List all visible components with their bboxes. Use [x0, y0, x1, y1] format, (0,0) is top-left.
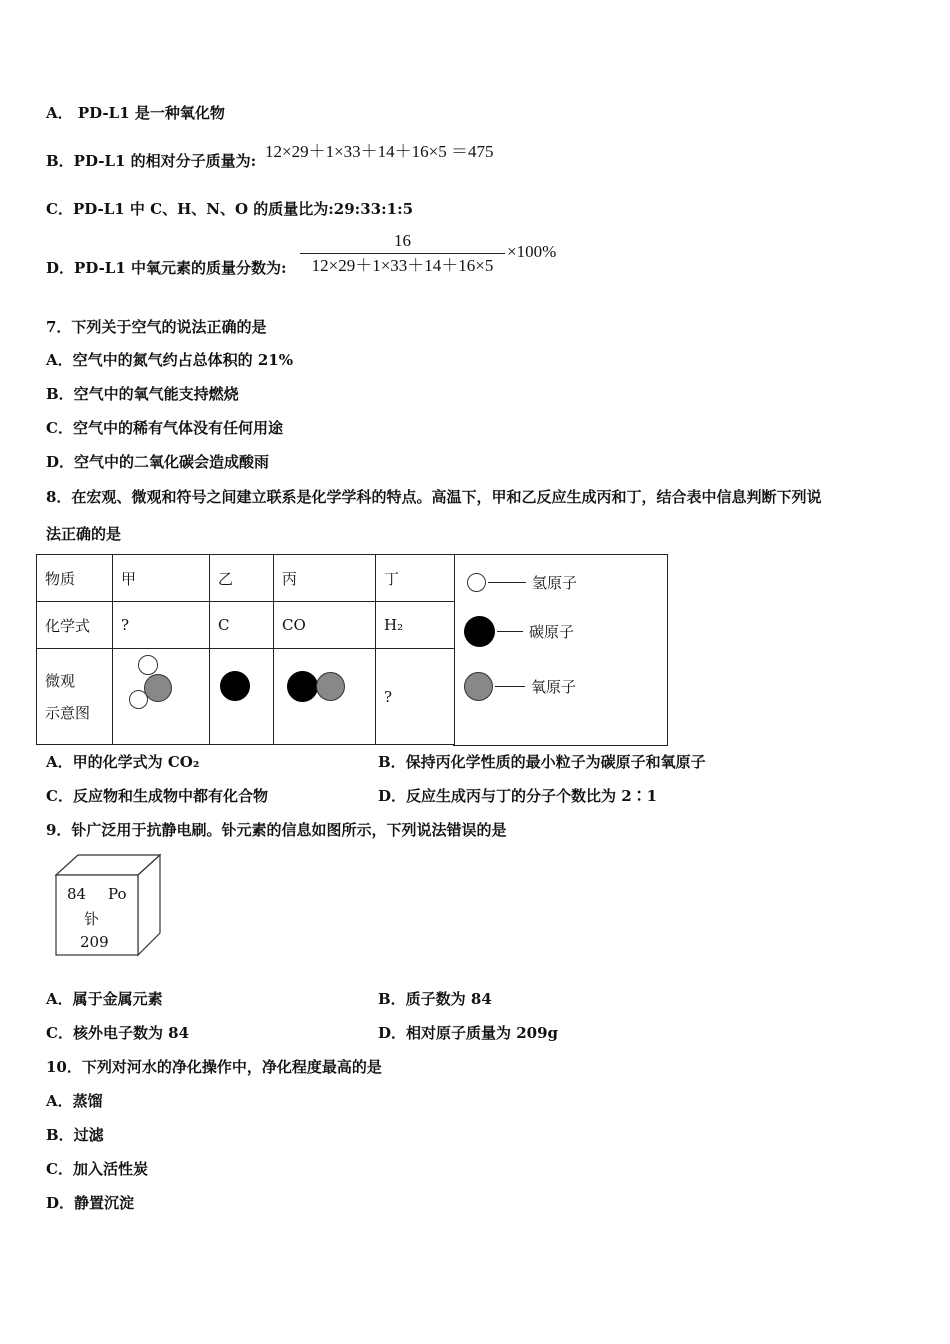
- legend-line: [495, 686, 525, 687]
- element-number: 84: [67, 885, 87, 903]
- oxygen-atom: [144, 674, 172, 702]
- hydrogen-atom: [138, 655, 158, 675]
- element-card: [54, 853, 164, 958]
- table-row-substance: [37, 555, 455, 602]
- q8-stem-line1: 8．在宏观、微观和符号之间建立联系是化学学科的特点。高温下，甲和乙反应生成丙和丁，结合表中信息判断下列说: [46, 488, 822, 506]
- fraction-denominator: 12×29＋1×33＋14＋16×5: [311, 256, 494, 275]
- legend-oxygen: [464, 674, 576, 698]
- cell-micro-ding: ?: [376, 649, 455, 745]
- carbon-atom-icon: [464, 616, 495, 647]
- q9-stem: 9．钋广泛用于抗静电刷。钋元素的信息如图所示，下列说法错误的是: [46, 821, 507, 839]
- q10-option-b: B．过滤: [46, 1126, 104, 1144]
- element-name: 钋: [84, 910, 100, 928]
- row-header-formula: 化学式: [37, 602, 113, 649]
- q7-option-a: A．空气中的氮气约占总体积的 21%: [46, 351, 293, 369]
- q10-option-d: D．静置沉淀: [46, 1194, 135, 1212]
- cell-substance-jia: 甲: [113, 555, 210, 602]
- carbon-atom: [287, 671, 318, 702]
- q6-option-b-expression: 12×29＋1×33＋14＋16×5 ＝475: [265, 142, 494, 161]
- carbon-atom: [220, 671, 250, 701]
- q6-option-c: C．PD-L1 中 C、H、N、O 的质量比为:29:33:1:5: [46, 200, 414, 218]
- oxygen-atom: [316, 672, 345, 701]
- q9-option-b: B．质子数为 84: [378, 990, 492, 1008]
- q7-stem: 7．下列关于空气的说法正确的是: [46, 318, 267, 336]
- q6-option-d: D．PD-L1 中氧元素的质量分数为:: [46, 259, 287, 277]
- row-header-substance: 物质: [37, 555, 113, 602]
- legend-hydrogen-label: 氢原子: [532, 573, 578, 592]
- oxygen-atom-icon: [464, 672, 493, 701]
- q6-option-b: [46, 150, 256, 171]
- hydrogen-atom-icon: [467, 573, 486, 592]
- element-mass: 209: [80, 933, 109, 951]
- cell-substance-ding: 丁: [376, 555, 455, 602]
- q9-option-d: D．相对原子质量为 209g: [378, 1024, 559, 1042]
- q8-option-c: C．反应物和生成物中都有化合物: [46, 787, 268, 805]
- legend-line: [488, 582, 526, 583]
- legend-hydrogen: [467, 570, 577, 594]
- legend-line: [497, 631, 523, 632]
- cell-substance-bing: 丙: [274, 555, 376, 602]
- q6-option-a: A． PD-L1 是一种氧化物: [46, 104, 225, 122]
- element-card-frame: [54, 853, 164, 958]
- legend-carbon-label: 碳原子: [529, 622, 575, 641]
- fraction-numerator: 16: [394, 231, 411, 250]
- cell-formula-ding: H₂: [376, 602, 455, 649]
- row-header-micro-line2: 示意图: [45, 703, 91, 722]
- q9-option-c: C．核外电子数为 84: [46, 1024, 190, 1042]
- q8-option-b: B．保持丙化学性质的最小粒子为碳原子和氧原子: [378, 753, 706, 771]
- q6-option-d-times: ×100%: [507, 242, 557, 261]
- row-header-micro: [37, 649, 113, 745]
- q7-option-d: D．空气中的二氧化碳会造成酸雨: [46, 453, 270, 471]
- cell-micro-yi: [210, 649, 274, 745]
- cell-micro-jia: [113, 649, 210, 745]
- row-header-micro-line1: 微观: [45, 671, 76, 690]
- q10-stem: 10．下列对河水的净化操作中，净化程度最高的是: [46, 1058, 382, 1076]
- q6-option-b-label: B．PD-L1 的相对分子质量为:: [46, 152, 257, 170]
- table-row-formula: [37, 602, 455, 649]
- fraction-bar: [300, 253, 505, 254]
- legend-oxygen-label: 氧原子: [531, 677, 577, 696]
- cell-formula-yi: C: [210, 602, 274, 649]
- cell-formula-jia: ?: [113, 602, 210, 649]
- hydrogen-atom: [129, 690, 148, 709]
- q9-option-a: A．属于金属元素: [46, 990, 163, 1008]
- q7-option-c: C．空气中的稀有气体没有任何用途: [46, 419, 283, 437]
- table-row-micro: [37, 649, 455, 745]
- q8-stem-line2: 法正确的是: [46, 525, 122, 543]
- cell-substance-yi: 乙: [210, 555, 274, 602]
- legend-carbon: [464, 619, 574, 643]
- atom-legend: [453, 554, 668, 746]
- q10-option-a: A．蒸馏: [46, 1092, 103, 1110]
- element-symbol: Po: [108, 885, 127, 903]
- q10-option-c: C．加入活性炭: [46, 1160, 148, 1178]
- q7-option-b: B．空气中的氧气能支持燃烧: [46, 385, 239, 403]
- cell-formula-bing: CO: [274, 602, 376, 649]
- cell-micro-bing: [274, 649, 376, 745]
- q6-option-d-fraction: [300, 230, 505, 277]
- q8-option-d: D．反应生成丙与丁的分子个数比为 2∶1: [378, 787, 658, 805]
- substance-table: [36, 554, 455, 745]
- q8-option-a: A．甲的化学式为 CO₂: [46, 753, 200, 771]
